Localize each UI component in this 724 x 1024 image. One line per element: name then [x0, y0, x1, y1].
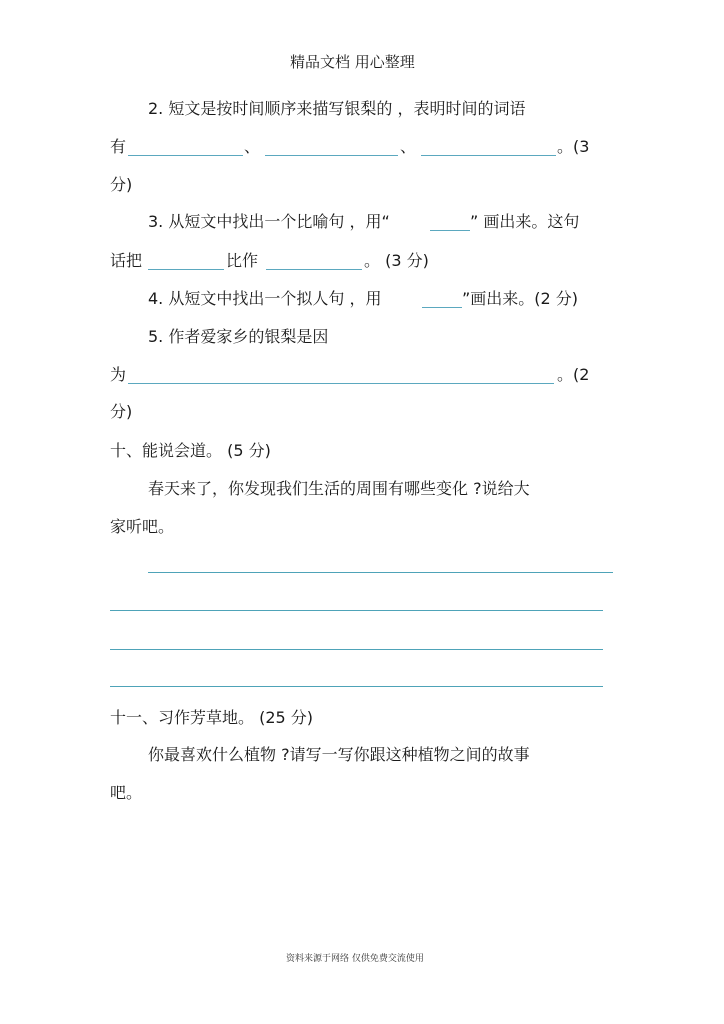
page-header: 精品文档 用心整理	[290, 53, 415, 71]
q2-sep2: 、	[400, 137, 417, 156]
section11-prompt-line2: 吧。	[110, 783, 143, 802]
section11-heading: 十一、习作芳草地。 (25 分)	[110, 708, 314, 727]
q5-line3: 分)	[110, 402, 133, 421]
q2-line3: 分)	[110, 175, 133, 194]
section11-prompt-line1: 你最喜欢什么植物 ?请写一写你跟这种植物之间的故事	[148, 745, 530, 764]
page-footer: 资料来源于网络 仅供免费交流使用	[286, 954, 424, 964]
q2-blank-3[interactable]	[421, 155, 556, 156]
q2-blank-1[interactable]	[128, 155, 243, 156]
answer-line-2[interactable]	[110, 610, 603, 611]
q2-blank-2[interactable]	[265, 155, 398, 156]
q3-blank-subject[interactable]	[148, 269, 224, 270]
q3-line1-a: 3. 从短文中找出一个比喻句 ，用“	[148, 212, 390, 231]
q3-line1-b: ” 画出来。这句	[470, 212, 580, 231]
q4-mark-blank[interactable]	[422, 307, 462, 308]
q5-line2-end: 。(2	[557, 365, 590, 384]
q3-mark-blank[interactable]	[430, 230, 470, 231]
section10-heading: 十、能说会道。 (5 分)	[110, 441, 271, 460]
q3-line2-b: 比作	[226, 251, 259, 270]
section10-prompt-line2: 家听吧。	[110, 517, 175, 536]
q5-blank[interactable]	[128, 383, 554, 384]
q3-line2-a: 话把	[110, 251, 143, 270]
q2-line2-start: 有	[110, 137, 127, 156]
q3-blank-object[interactable]	[266, 269, 362, 270]
answer-line-1[interactable]	[148, 572, 613, 573]
q2-line1: 2. 短文是按时间顺序来描写银梨的 ，表明时间的词语	[148, 99, 526, 118]
q4-text-b: ”画出来。(2 分)	[462, 289, 579, 308]
q2-line2-end: 。(3	[557, 137, 590, 156]
q4-text-a: 4. 从短文中找出一个拟人句 ，用	[148, 289, 382, 308]
q2-sep1: 、	[244, 137, 261, 156]
answer-line-3[interactable]	[110, 649, 603, 650]
section10-prompt-line1: 春天来了，你发现我们生活的周围有哪些变化 ?说给大	[148, 479, 530, 498]
q5-line2-start: 为	[110, 365, 127, 384]
q5-line1: 5. 作者爱家乡的银梨是因	[148, 327, 329, 346]
q3-line2-c: 。 (3 分)	[364, 251, 429, 270]
answer-line-4[interactable]	[110, 686, 603, 687]
